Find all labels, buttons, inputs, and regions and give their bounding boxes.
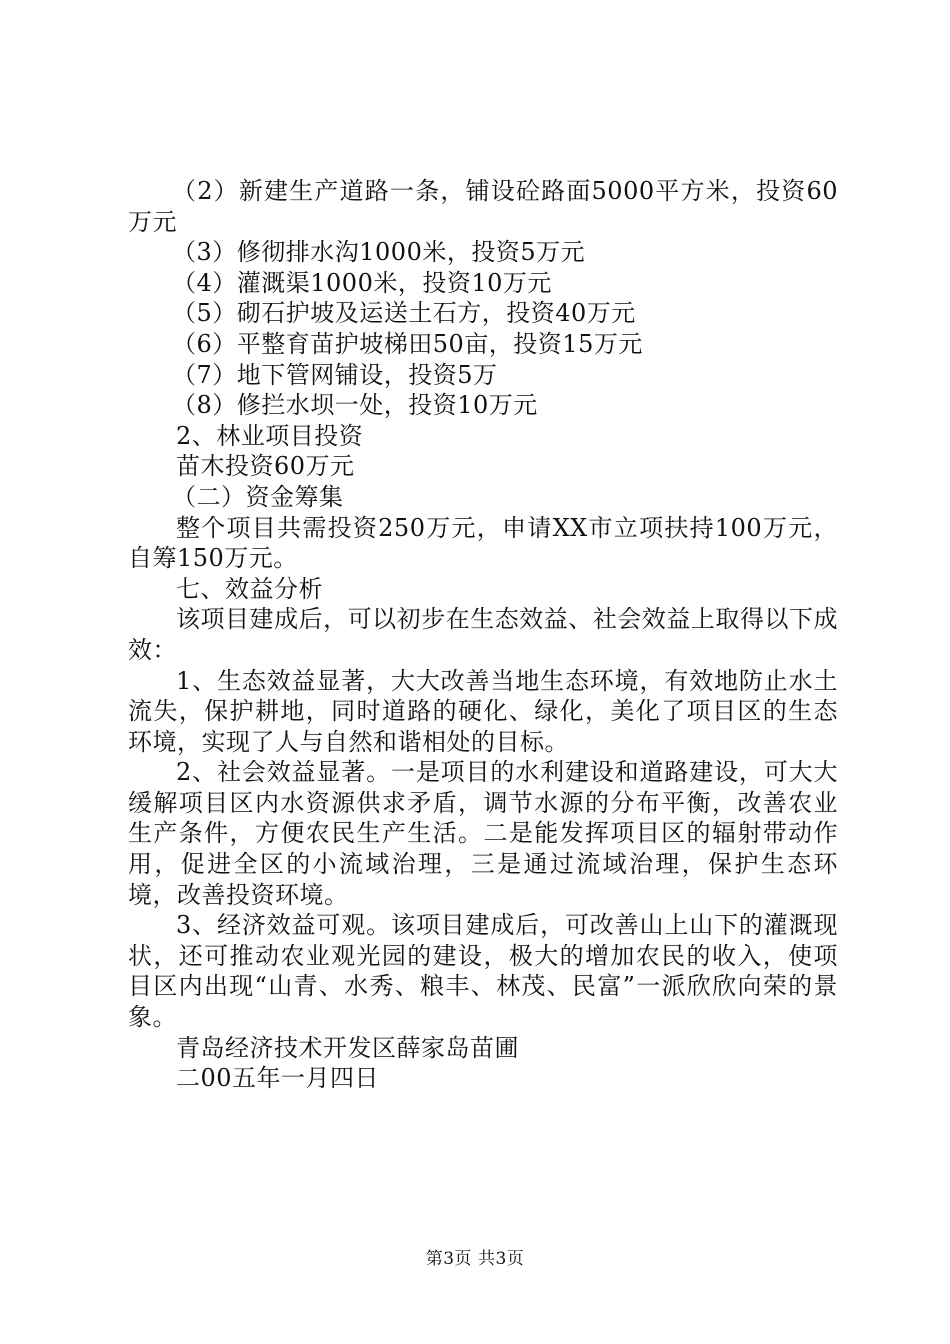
paragraph-benefit-intro: 该项目建成后，可以初步在生态效益、社会效益上取得以下成效： — [128, 605, 838, 664]
section-heading-benefit-analysis: 七、效益分析 — [176, 574, 323, 603]
document-body — [128, 176, 838, 1094]
paragraph-item-3: （3）修彻排水沟1000米，投资5万元 — [172, 238, 586, 267]
paragraph-seedling-investment: 苗木投资60万元 — [176, 452, 355, 481]
signature-organization: 青岛经济技术开发区薛家岛苗圃 — [176, 1033, 519, 1062]
paragraph-item-4: （4）灌溉渠1000米，投资10万元 — [172, 268, 552, 297]
section-heading-forestry: 2、林业项目投资 — [176, 421, 364, 450]
section-heading-fundraising: （二）资金筹集 — [172, 482, 344, 511]
paragraph-item-7: （7）地下管网铺设，投资5万 — [172, 360, 498, 389]
paragraph-item-5: （5）砌石护坡及运送土石方，投资40万元 — [172, 299, 636, 328]
signature-date: 二00五年一月四日 — [176, 1064, 380, 1093]
paragraph-total-investment: 整个项目共需投资250万元，申请XX市立项扶持100万元，自筹150万元。 — [128, 513, 838, 573]
paragraph-item-6: （6）平整育苗护坡梯田50亩，投资15万元 — [172, 329, 643, 358]
page-number-footer: 第3页 共3页 — [425, 1249, 525, 1269]
paragraph-economic-benefit: 3、经济效益可观。该项目建成后，可改善山上山下的灌溉现状，还可推动农业观光园的建设，极大的增加农民的收入，使项目区内出现“山青、水秀、粮丰、林茂、民富”一派欣欣向荣的景象。 — [128, 911, 838, 1032]
paragraph-item-8: （8）修拦水坝一处，投资10万元 — [172, 391, 538, 420]
paragraph-ecological-benefit: 1、生态效益显著，大大改善当地生态环境，有效地防止水土流失，保护耕地，同时道路的硬化、绿化，美化了项目区的生态环境，实现了人与自然和谐相处的目标。 — [128, 666, 838, 756]
paragraph-item-2: （2）新建生产道路一条，铺设砼路面5000平方米，投资60万元 — [128, 177, 838, 236]
paragraph-social-benefit: 2、社会效益显著。一是项目的水利建设和道路建设，可大大缓解项目区内水资源供求矛盾，调节水源的分布平衡，改善农业生产条件，方便农民生产生活。二是能发挥项目区的辐射带动作用，促进全区的小流域治理，三是通过流域治理，保护生态环境，改善投资环境。 — [128, 758, 838, 909]
